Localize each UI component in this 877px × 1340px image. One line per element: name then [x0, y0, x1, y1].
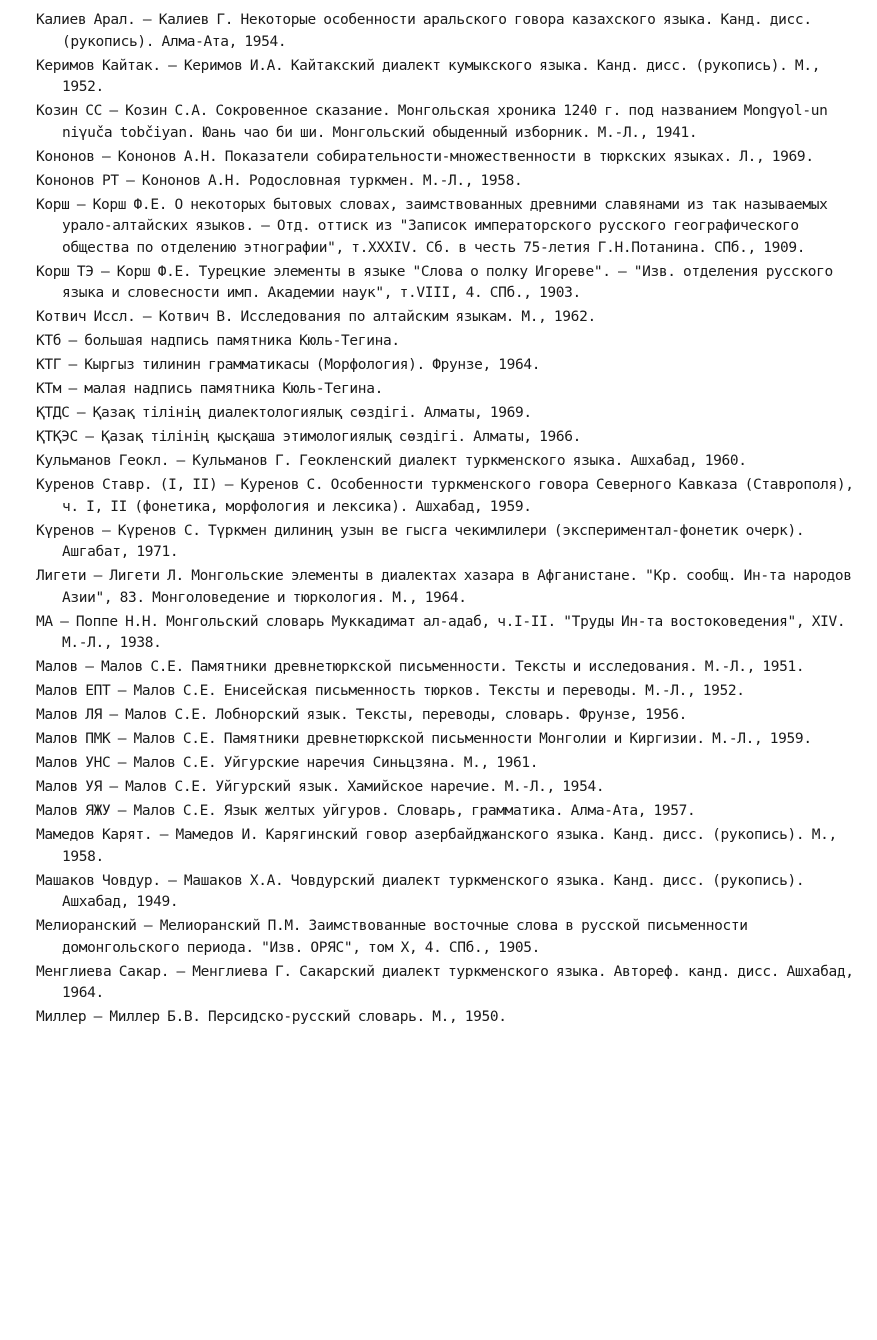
bibliography-entry: КТГ – Кыргыз тилинин грамматикасы (Морфология). Фрунзе, 1964.	[36, 357, 541, 373]
bibliography-entry: КТм – малая надпись памятника Кюль-Тегина.	[36, 381, 383, 397]
bibliography-entry: Менглиева Сакар. – Менглиева Г. Сакарский диалект туркменского языка. Автореф. канд. дисс. Ашхабад, 1964.	[36, 963, 854, 1001]
bibliography-entry: Корш – Корш Ф.Е. О некоторых бытовых словах, заимствованных древними славянами из так называемых урало-алтайских языков. – Отд. оттиск из "Записок императорского русского географического общества по отделению этнографии", т.XXXIV. Сб. в честь 75-летия Г.Н.Потанина. СПб., 1909.	[36, 196, 828, 256]
bibliography-entry: КТб – большая надпись памятника Кюль-Тегина.	[36, 333, 400, 349]
bibliography-entry: Малов ЯЖУ – Малов С.Е. Язык желтых уйгуров. Словарь, грамматика. Алма-Ата, 1957.	[36, 803, 696, 819]
bibliography-entry: Малов ПМК – Малов С.Е. Памятники древнетюркской письменности Монголии и Киргизии. М.-Л., 1959.	[36, 731, 812, 747]
bibliography-entry: Күренов – Күренов С. Түркмен дилиниң узын ве гысга чекимлилери (экспериментал-фонетик очерк). Ашгабат, 1971.	[36, 522, 805, 560]
bibliography-entry: Малов – Малов С.Е. Памятники древнетюркской письменности. Тексты и исследования. М.-Л., 1951.	[36, 659, 805, 675]
bibliography-entry: Куренов Ставр. (I, II) – Куренов С. Особенности туркменского говора Северного Кавказа (Ставрополя), ч. I, II (фонетика, морфология и лексика). Ашхабад, 1959.	[36, 477, 854, 515]
bibliography-entry: Мамедов Карят. – Мамедов И. Карягинский говор азербайджанского языка. Канд. дисс. (рукопись). М., 1958.	[36, 827, 837, 865]
bibliography-entry: Мелиоранский – Мелиоранский П.М. Заимствованные восточные слова в русской письменности домонгольского периода. "Изв. ОРЯС", том X, 4. СПб., 1905.	[36, 918, 748, 956]
bibliography-entry: МА – Поппе Н.Н. Монгольский словарь Муккадимат ал-адаб, ч.I-II. "Труды Ин-та востоковедения", XIV. М.-Л., 1938.	[36, 613, 846, 651]
bibliography-entry: Кононов РТ – Кононов А.Н. Родословная туркмен. М.-Л., 1958.	[36, 172, 523, 189]
bibliography-entry: Калиев Арал. – Калиев Г. Некоторые особенности аральского говора казахского языка. Канд. дисс. (рукопись). Алма-Ата, 1954.	[36, 12, 812, 50]
bibliography-entry: Малов УНС – Малов С.Е. Уйгурские наречия Синьцзяна. М., 1961.	[36, 755, 539, 771]
bibliography-list	[36, 10, 854, 1031]
bibliography-entry: Малов УЯ – Малов С.Е. Уйгурский язык. Хамийское наречие. М.-Л., 1954.	[36, 779, 605, 795]
bibliography-entry: Малов ЛЯ – Малов С.Е. Лобнорский язык. Тексты, переводы, словарь. Фрунзе, 1956.	[36, 707, 687, 723]
bibliography-entry: Керимов Кайтак. – Керимов И.А. Кайтакский диалект кумыкского языка. Канд. дисс. (рукопись). М., 1952.	[36, 57, 821, 95]
bibliography-entry: Машаков Човдур. – Машаков Х.А. Човдурский диалект туркменского языка. Канд. дисс. (рукопись). Ашхабад, 1949.	[36, 872, 805, 910]
bibliography-entry: Кононов – Кононов А.Н. Показатели собирательности-множественности в тюркских языках. Л., 1969.	[36, 148, 814, 165]
bibliography-entry: Малов ЕПТ – Малов С.Е. Енисейская письменность тюрков. Тексты и переводы. М.-Л., 1952.	[36, 683, 745, 699]
bibliography-entry: Козин СС – Козин С.А. Сокровенное сказание. Монгольская хроника 1240 г. под названием Mongγol-un niγuča tobčiyan. Юань чао би ши. Монгольский обыденный изборник. М.-Л., 1941.	[36, 103, 828, 141]
bibliography-entry: Миллер – Миллер Б.В. Персидско-русский словарь. М., 1950.	[36, 1009, 507, 1025]
bibliography-entry: ҚТДС – Қазақ тілінің диалектологиялық сөздігі. Алматы, 1969.	[36, 405, 532, 421]
bibliography-entry: Корш ТЭ – Корш Ф.Е. Турецкие элементы в языке "Слова о полку Игореве". – "Изв. отделения русского языка и словесности имп. Академии наук", т.VIII, 4. СПб., 1903.	[36, 263, 833, 301]
bibliography-entry: Лигети – Лигети Л. Монгольские элементы в диалектах хазара в Афганистане. "Кр. сообщ. Ин-та народов Азии", 83. Монголоведение и тюркология. М., 1964.	[36, 568, 852, 606]
bibliography-entry: ҚТҚЭС – Қазақ тілінің қысқаша этимологиялық сөздігі. Алматы, 1966.	[36, 429, 582, 445]
bibliography-entry: Котвич Иссл. – Котвич В. Исследования по алтайским языкам. М., 1962.	[36, 309, 596, 325]
bibliography-entry: Кульманов Геокл. – Кульманов Г. Геокленский диалект туркменского языка. Ашхабад, 1960.	[36, 453, 747, 469]
